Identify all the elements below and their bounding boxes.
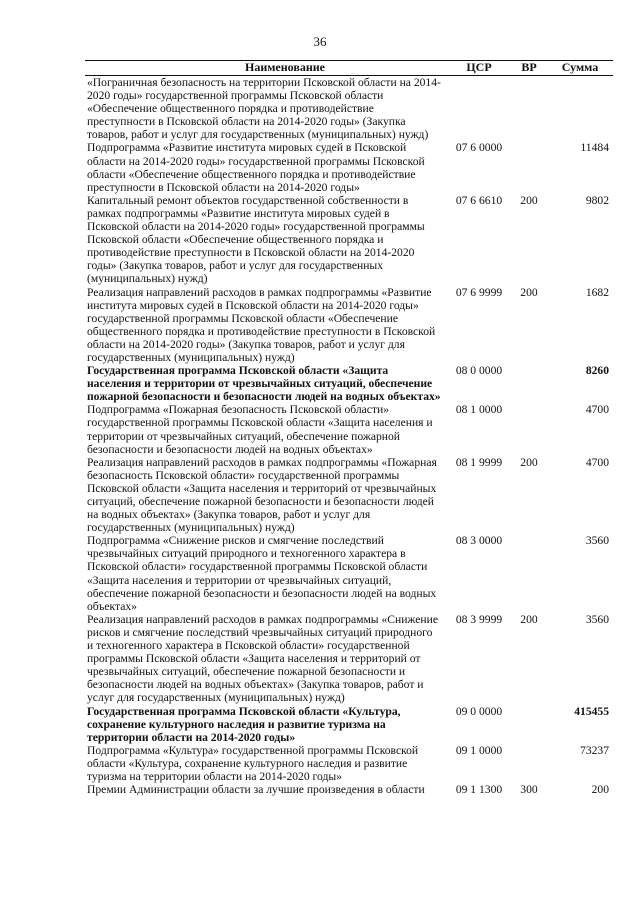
row-csr: 07 6 6610 <box>455 193 503 207</box>
row-sum: 4700 <box>585 455 609 469</box>
row-sum: 4700 <box>585 403 609 417</box>
table-row <box>85 194 613 286</box>
row-vr <box>511 744 547 783</box>
row-name: Подпрограмма «Снижение рисков и смягчение последствий чрезвычайных ситуаций природного и техногенного характера в Псковской области» государственной программы Псковской области «Защита населения и территории от чрезвычайных ситуаций, обеспечение пожарной безопасности и безопасности людей на водных объектах» <box>87 534 437 613</box>
row-csr: 09 1 0000 <box>455 743 503 757</box>
row-csr: 09 0 0000 <box>455 704 503 718</box>
row-sum: 9802 <box>585 193 609 207</box>
table-row <box>85 403 613 455</box>
row-name: Государственная программа Псковской области «Культура, сохранение культурного наследия и развитие туризма на территории области на 2014-2020 годы» <box>87 704 401 744</box>
row-csr: 08 0 0000 <box>455 364 503 378</box>
table-header-row <box>85 61 613 76</box>
budget-table <box>85 60 613 796</box>
table-row <box>85 613 613 705</box>
row-sum <box>547 76 613 142</box>
row-vr <box>511 364 547 403</box>
table-row <box>85 456 613 535</box>
header-vr: ВР <box>511 61 547 76</box>
table-row <box>85 534 613 613</box>
row-csr: 09 1 1300 <box>455 783 503 797</box>
row-sum: 415455 <box>574 704 609 718</box>
row-vr <box>511 705 547 744</box>
header-csr: ЦСР <box>447 61 511 76</box>
row-sum: 3560 <box>585 534 609 548</box>
header-sum: Сумма <box>547 61 613 76</box>
row-name: Премии Администрации области за лучшие произведения в области <box>87 783 425 797</box>
page-number: 36 <box>313 34 327 49</box>
row-vr <box>511 403 547 455</box>
row-vr <box>511 534 547 613</box>
table-row <box>85 783 613 796</box>
table-row <box>85 364 613 403</box>
row-csr: 08 3 0000 <box>455 534 503 548</box>
table-row <box>85 76 613 142</box>
row-vr: 200 <box>520 193 538 207</box>
table-row <box>85 286 613 365</box>
table-row <box>85 705 613 744</box>
row-vr: 200 <box>520 612 538 626</box>
row-vr: 200 <box>520 285 538 299</box>
row-name: Подпрограмма «Культура» государственной программы Псковской области «Культура, сохранение культурного наследия и развитие туризма на территории области на 2014-2020 годы» <box>87 743 419 783</box>
row-name: Реализация направлений расходов в рамках подпрограммы «Пожарная безопасность Псковской области» государственной программы Псковской области «Защита населения и территорий от чрезвычайных ситуаций, обеспечение пожарной безопасности и безопасности людей на водных объектах» (Закупка товаров, работ и услуг для государственных (муниципальных) нужд) <box>87 455 437 535</box>
row-csr <box>447 76 511 142</box>
header-name: Наименование <box>85 61 447 76</box>
row-sum: 200 <box>591 783 609 797</box>
row-csr: 08 3 9999 <box>455 612 503 626</box>
row-vr <box>511 76 547 142</box>
row-csr: 08 1 9999 <box>455 455 503 469</box>
row-vr: 300 <box>520 783 538 797</box>
row-sum: 3560 <box>585 612 609 626</box>
row-name: Подпрограмма «Развитие института мировых судей в Псковской области на 2014-2020 годы» государственной программы Псковской области «Обеспечение общественного порядка и противодействие преступности в Псковской области на 2014-2020 годы» <box>87 141 425 194</box>
row-vr <box>511 141 547 193</box>
table-row <box>85 744 613 783</box>
row-csr: 07 6 9999 <box>455 285 503 299</box>
row-sum: 11484 <box>580 141 609 155</box>
row-sum: 1682 <box>585 285 609 299</box>
row-name: Государственная программа Псковской области «Защита населения и территории от чрезвычайных ситуаций, обеспечение пожарной безопасности и безопасности людей на водных объектах» <box>87 364 441 404</box>
table-row <box>85 141 613 193</box>
row-sum: 8260 <box>585 364 609 378</box>
row-sum: 73237 <box>580 743 609 757</box>
row-csr: 07 6 0000 <box>455 141 503 155</box>
row-name: Реализация направлений расходов в рамках подпрограммы «Развитие института мировых судей в Псковской области на 2014-2020 годы» государственной программы Псковской области «Обеспечение общественного порядка и противодействие преступности в Псковской области на 2014-2020 годы» (Закупка товаров, работ и услуг для государственных (муниципальных) нужд) <box>87 285 436 364</box>
row-vr: 200 <box>520 455 538 469</box>
row-name: Подпрограмма «Пожарная безопасность Псковской области» государственной программы Псковской области «Защита населения и территории от чрезвычайных ситуаций, обеспечение пожарной безопасности и безопасности людей на водных объектах» <box>87 403 433 456</box>
row-csr: 08 1 0000 <box>455 403 503 417</box>
row-name: Реализация направлений расходов в рамках подпрограммы «Снижение рисков и смягчение последствий чрезвычайных ситуаций природного и техногенного характера в Псковской области» государственной программы Псковской области «Защита населения и территорий от чрезвычайных ситуаций, обеспечение пожарной безопасности и безопасности людей на водных объектах» (Закупка товаров, работ и услуг для государственных (муниципальных) нужд) <box>87 612 438 705</box>
row-name: Капитальный ремонт объектов государственной собственности в рамках подпрограммы «Развитие института мировых судей в Псковской области на 2014-2020 годы» государственной программы Псковской области «Обеспечение общественного порядка и противодействие преступности в Псковской области на 2014-2020 годы» (Закупка товаров, работ и услуг для государственных (муниципальных) нужд) <box>87 193 425 286</box>
row-name: «Пограничная безопасность на территории Псковской области на 2014-2020 годы» государственной программы Псковской области «Обеспечение общественного порядка и противодействие преступности в Псковской области на 2014-2020 годы» (Закупка товаров, работ и услуг для государственных (муниципальных) нужд) <box>87 76 441 142</box>
